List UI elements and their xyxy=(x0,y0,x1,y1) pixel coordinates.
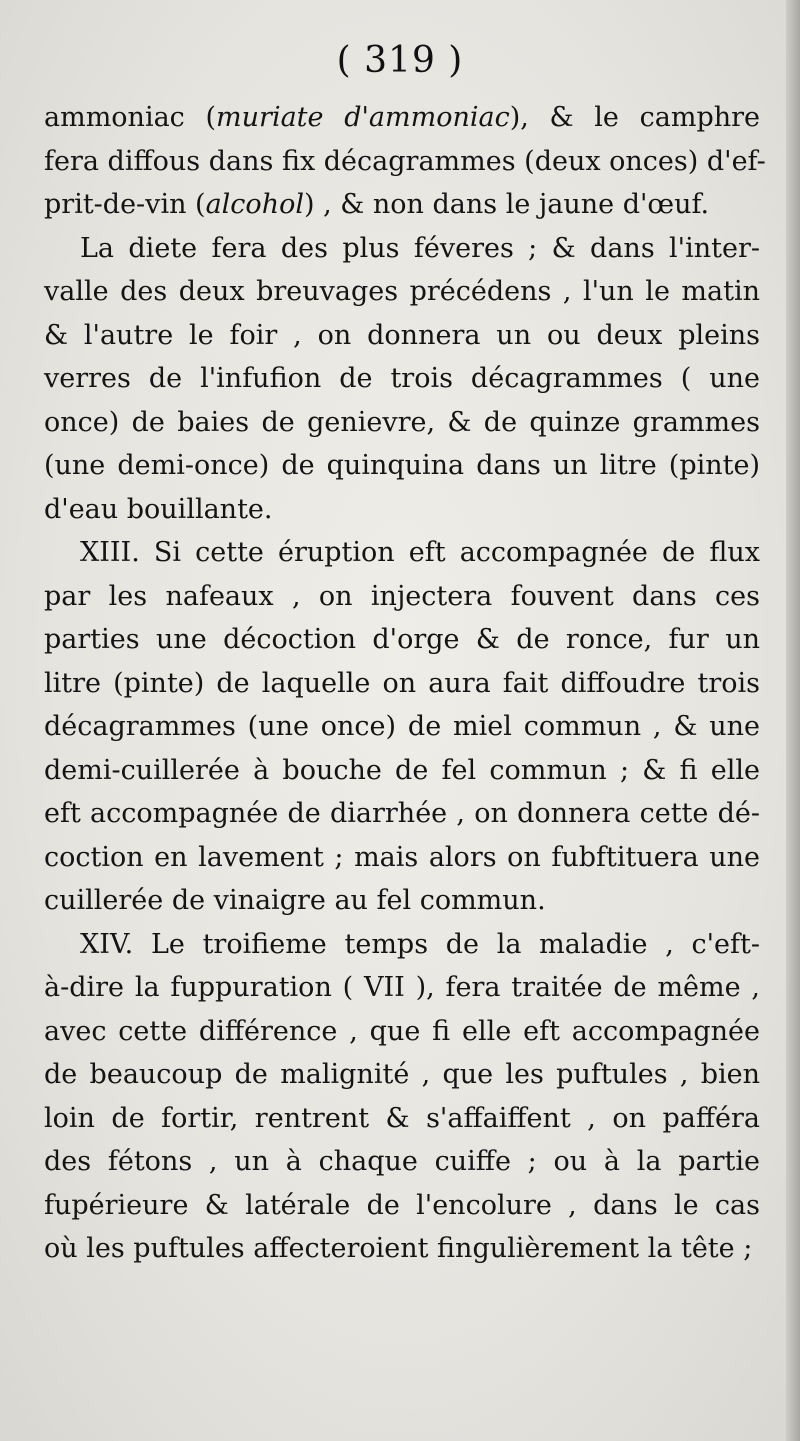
italic-text: muriate d'ammoniac xyxy=(216,102,510,133)
text-line xyxy=(44,270,760,314)
text-segment: eft accompagnée de diarrhée , on donnera cette dé- xyxy=(44,798,760,829)
text-line xyxy=(44,1184,760,1228)
text-segment: de beaucoup de malignité , que les puftules , bien xyxy=(44,1059,760,1090)
text-line xyxy=(44,923,760,967)
text-segment: demi-cuillerée à bouche de fel commun ; & fi elle xyxy=(44,754,760,786)
text-line xyxy=(44,227,760,271)
text-line xyxy=(44,792,760,836)
text-line xyxy=(44,836,760,880)
text-segment: once) de baies de genievre, & de quinze grammes xyxy=(44,406,760,438)
text-segment: à-dire la fuppuration ( VII ), fera traitée de même , xyxy=(44,972,760,1003)
text-segment: décagrammes (une once) de miel commun , & une xyxy=(44,711,760,742)
text-line xyxy=(44,401,760,445)
text-segment: (une demi-once) de quinquina dans un litre (pinte) xyxy=(44,450,760,481)
text-segment: parties une décoction d'orge & de ronce, fur un xyxy=(44,624,760,655)
text-line xyxy=(44,705,760,749)
text-segment: ), & le camphre xyxy=(509,102,760,133)
text-line xyxy=(44,662,760,706)
italic-text: alcohol xyxy=(205,189,304,220)
text-line xyxy=(44,357,760,401)
text-segment: avec cette différence , que fi elle eft accompagnée xyxy=(44,1015,760,1047)
text-segment: cuillerée de vinaigre au fel commun. xyxy=(44,885,546,916)
text-segment: fupérieure & latérale de l'encolure , dans le cas xyxy=(44,1189,760,1221)
text-line xyxy=(44,444,760,488)
text-line xyxy=(44,488,760,532)
text-line xyxy=(44,96,760,140)
text-line xyxy=(44,749,760,793)
page-edge-shadow xyxy=(786,0,800,1441)
text-segment: & l'autre le foir , on donnera un ou deux pleins xyxy=(44,319,760,351)
text-segment: prit-de-vin ( xyxy=(44,189,206,220)
text-line xyxy=(44,879,760,923)
text-segment: où les puftules affecteroient fingulièrement la tête ; xyxy=(44,1233,753,1264)
text-segment: par les nafeaux , on injectera fouvent dans ces xyxy=(44,580,760,612)
text-line xyxy=(44,1097,760,1141)
text-segment: des fétons , un à chaque cuiffe ; ou à la partie xyxy=(44,1146,760,1177)
text-line xyxy=(44,1227,760,1271)
text-line xyxy=(44,314,760,358)
text-segment: verres de l'infufion de trois décagrammes ( une xyxy=(44,363,760,394)
text-line xyxy=(44,618,760,662)
text-line xyxy=(44,1010,760,1054)
text-segment: La diete fera des plus féveres ; & dans l'inter- xyxy=(80,232,760,264)
text-segment: valle des deux breuvages précédens , l'un le matin xyxy=(44,276,760,307)
text-line xyxy=(44,183,760,227)
text-segment: XIII. Si cette éruption eft accompagnée de flux xyxy=(80,537,760,568)
text-segment: loin de fortir, rentrent & s'affaiffent , on pafféra xyxy=(44,1102,760,1134)
body-text xyxy=(44,96,766,1271)
text-line xyxy=(44,531,760,575)
text-segment: ) , & non dans le jaune d'œuf. xyxy=(303,189,710,220)
text-line xyxy=(44,966,760,1010)
text-line xyxy=(44,1140,760,1184)
text-line xyxy=(44,1053,760,1097)
text-segment: d'eau bouillante. xyxy=(44,493,273,525)
text-segment: ammoniac ( xyxy=(44,102,217,133)
text-line xyxy=(44,140,766,184)
text-segment: coction en lavement ; mais alors on fubftituera une xyxy=(44,841,760,873)
text-segment: litre (pinte) de laquelle on aura fait diffoudre trois xyxy=(44,667,760,699)
page-number: ( 319 ) xyxy=(336,40,464,81)
text-segment: fera diffous dans fix décagrammes (deux onces) d'ef- xyxy=(44,145,766,177)
text-segment: XIV. Le troifieme temps de la maladie , c'eft- xyxy=(80,928,760,960)
text-line xyxy=(44,575,760,619)
